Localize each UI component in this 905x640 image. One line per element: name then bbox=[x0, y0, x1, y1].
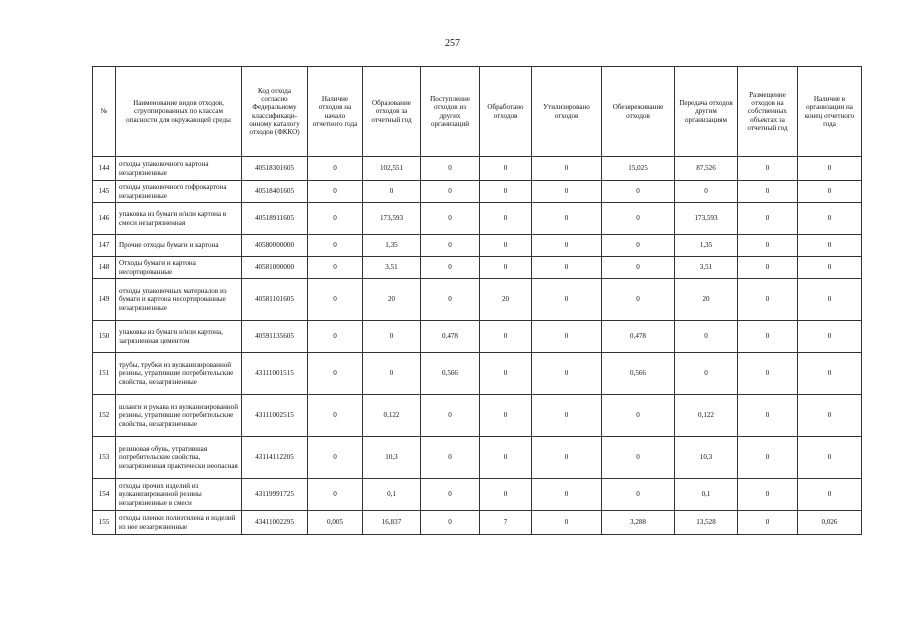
row-number: 147 bbox=[93, 235, 116, 257]
end-amount: 0 bbox=[798, 395, 862, 437]
transferred-amount: 0,122 bbox=[675, 395, 738, 437]
row-number: 151 bbox=[93, 353, 116, 395]
placed-amount: 0 bbox=[738, 203, 798, 235]
placed-amount: 0 bbox=[738, 353, 798, 395]
fkko-code: 40518911605 bbox=[242, 203, 308, 235]
fkko-code: 43111001515 bbox=[242, 353, 308, 395]
placed-amount: 0 bbox=[738, 181, 798, 203]
start-amount: 0 bbox=[308, 353, 363, 395]
placed-amount: 0 bbox=[738, 235, 798, 257]
formed-amount: 0 bbox=[363, 353, 421, 395]
row-number: 155 bbox=[93, 511, 116, 535]
formed-amount: 16,837 bbox=[363, 511, 421, 535]
utilized-amount: 0 bbox=[532, 181, 602, 203]
received-amount: 0,478 bbox=[421, 321, 480, 353]
neutralized-amount: 0 bbox=[602, 181, 675, 203]
waste-name: упаковка из бумаги и/или картона, загрязненная цементом bbox=[116, 321, 242, 353]
utilized-amount: 0 bbox=[532, 235, 602, 257]
waste-name: Прочие отходы бумаги и картона bbox=[116, 235, 242, 257]
header-transferred: Передача отходов другим организациям bbox=[675, 67, 738, 157]
processed-amount: 0 bbox=[480, 395, 532, 437]
page-number: 257 bbox=[445, 38, 460, 49]
end-amount: 0 bbox=[798, 181, 862, 203]
table-row bbox=[93, 437, 862, 479]
received-amount: 0 bbox=[421, 279, 480, 321]
neutralized-amount: 0 bbox=[602, 437, 675, 479]
fkko-code: 40581000000 bbox=[242, 257, 308, 279]
received-amount: 0 bbox=[421, 235, 480, 257]
placed-amount: 0 bbox=[738, 437, 798, 479]
received-amount: 0 bbox=[421, 479, 480, 511]
neutralized-amount: 0,566 bbox=[602, 353, 675, 395]
waste-name: Отходы бумаги и картона несортированные bbox=[116, 257, 242, 279]
header-end-amount: Наличие в организации на конец отчетного года bbox=[798, 67, 862, 157]
transferred-amount: 0 bbox=[675, 321, 738, 353]
fkko-code: 40591135605 bbox=[242, 321, 308, 353]
start-amount: 0 bbox=[308, 321, 363, 353]
waste-name: отходы прочих изделий из вулканизированной резины незагрязненные в смеси bbox=[116, 479, 242, 511]
neutralized-amount: 0,478 bbox=[602, 321, 675, 353]
received-amount: 0 bbox=[421, 203, 480, 235]
processed-amount: 0 bbox=[480, 479, 532, 511]
start-amount: 0 bbox=[308, 479, 363, 511]
placed-amount: 0 bbox=[738, 257, 798, 279]
end-amount: 0 bbox=[798, 437, 862, 479]
waste-name: трубы, трубки из вулканизированной резины, утратившие потребительские свойства, незагрязненные bbox=[116, 353, 242, 395]
row-number: 154 bbox=[93, 479, 116, 511]
table-row bbox=[93, 479, 862, 511]
table-row bbox=[93, 279, 862, 321]
start-amount: 0 bbox=[308, 203, 363, 235]
table-row bbox=[93, 157, 862, 181]
header-placed: Размещение отходов на собственных объектах за отчетный год bbox=[738, 67, 798, 157]
transferred-amount: 87,526 bbox=[675, 157, 738, 181]
table-row bbox=[93, 321, 862, 353]
table-row bbox=[93, 511, 862, 535]
placed-amount: 0 bbox=[738, 157, 798, 181]
table-row bbox=[93, 257, 862, 279]
received-amount: 0 bbox=[421, 511, 480, 535]
start-amount: 0 bbox=[308, 279, 363, 321]
neutralized-amount: 0 bbox=[602, 479, 675, 511]
header-utilized: Утилизировано отходов bbox=[532, 67, 602, 157]
end-amount: 0 bbox=[798, 279, 862, 321]
processed-amount: 0 bbox=[480, 257, 532, 279]
fkko-code: 40580000000 bbox=[242, 235, 308, 257]
formed-amount: 1,35 bbox=[363, 235, 421, 257]
formed-amount: 10,3 bbox=[363, 437, 421, 479]
neutralized-amount: 0 bbox=[602, 279, 675, 321]
processed-amount: 0 bbox=[480, 203, 532, 235]
waste-name: отходы упаковочных материалов из бумаги и картона несортированные незагрязненные bbox=[116, 279, 242, 321]
fkko-code: 43119991725 bbox=[242, 479, 308, 511]
row-number: 144 bbox=[93, 157, 116, 181]
end-amount: 0 bbox=[798, 321, 862, 353]
header-received: Поступление отходов из других организаций bbox=[421, 67, 480, 157]
fkko-code: 40518401605 bbox=[242, 181, 308, 203]
neutralized-amount: 0 bbox=[602, 203, 675, 235]
header-processed: Обработано отходов bbox=[480, 67, 532, 157]
processed-amount: 0 bbox=[480, 321, 532, 353]
end-amount: 0 bbox=[798, 479, 862, 511]
row-number: 148 bbox=[93, 257, 116, 279]
processed-amount: 0 bbox=[480, 157, 532, 181]
utilized-amount: 0 bbox=[532, 203, 602, 235]
waste-name: резиновая обувь, утратившая потребительские свойства, незагрязненная практически неопасная bbox=[116, 437, 242, 479]
transferred-amount: 173,593 bbox=[675, 203, 738, 235]
received-amount: 0 bbox=[421, 157, 480, 181]
end-amount: 0 bbox=[798, 157, 862, 181]
start-amount: 0,005 bbox=[308, 511, 363, 535]
start-amount: 0 bbox=[308, 157, 363, 181]
header-waste-name: Наименование видов отходов, сгруппированных по классам опасности для окружающей среды bbox=[116, 67, 242, 157]
waste-name: упаковка из бумаги и/или картона в смеси незагрязненная bbox=[116, 203, 242, 235]
received-amount: 0,566 bbox=[421, 353, 480, 395]
table-row bbox=[93, 395, 862, 437]
formed-amount: 102,551 bbox=[363, 157, 421, 181]
row-number: 145 bbox=[93, 181, 116, 203]
utilized-amount: 0 bbox=[532, 437, 602, 479]
fkko-code: 43411002295 bbox=[242, 511, 308, 535]
row-number: 146 bbox=[93, 203, 116, 235]
neutralized-amount: 3,288 bbox=[602, 511, 675, 535]
transferred-amount: 10,3 bbox=[675, 437, 738, 479]
processed-amount: 0 bbox=[480, 235, 532, 257]
processed-amount: 0 bbox=[480, 353, 532, 395]
waste-name: отходы упаковочного гофрокартона незагрязненные bbox=[116, 181, 242, 203]
transferred-amount: 1,35 bbox=[675, 235, 738, 257]
start-amount: 0 bbox=[308, 257, 363, 279]
neutralized-amount: 0 bbox=[602, 395, 675, 437]
transferred-amount: 13,528 bbox=[675, 511, 738, 535]
start-amount: 0 bbox=[308, 181, 363, 203]
utilized-amount: 0 bbox=[532, 395, 602, 437]
table-header-row bbox=[93, 67, 862, 157]
fkko-code: 40581101605 bbox=[242, 279, 308, 321]
transferred-amount: 0 bbox=[675, 181, 738, 203]
received-amount: 0 bbox=[421, 395, 480, 437]
table-row bbox=[93, 181, 862, 203]
neutralized-amount: 15,025 bbox=[602, 157, 675, 181]
utilized-amount: 0 bbox=[532, 321, 602, 353]
received-amount: 0 bbox=[421, 437, 480, 479]
neutralized-amount: 0 bbox=[602, 257, 675, 279]
row-number: 150 bbox=[93, 321, 116, 353]
transferred-amount: 0,1 bbox=[675, 479, 738, 511]
waste-name: отходы упаковочного картона незагрязненные bbox=[116, 157, 242, 181]
formed-amount: 0 bbox=[363, 321, 421, 353]
header-neutralized: Обезвреживание отходов bbox=[602, 67, 675, 157]
formed-amount: 0,122 bbox=[363, 395, 421, 437]
processed-amount: 7 bbox=[480, 511, 532, 535]
end-amount: 0 bbox=[798, 353, 862, 395]
transferred-amount: 0 bbox=[675, 353, 738, 395]
utilized-amount: 0 bbox=[532, 279, 602, 321]
end-amount: 0 bbox=[798, 235, 862, 257]
utilized-amount: 0 bbox=[532, 511, 602, 535]
processed-amount: 0 bbox=[480, 181, 532, 203]
formed-amount: 0 bbox=[363, 181, 421, 203]
formed-amount: 173,593 bbox=[363, 203, 421, 235]
table-row bbox=[93, 203, 862, 235]
processed-amount: 0 bbox=[480, 437, 532, 479]
end-amount: 0,026 bbox=[798, 511, 862, 535]
header-fkko-code: Код отхода согласно Федеральному классификаци-онному каталогу отходов (ФККО) bbox=[242, 67, 308, 157]
transferred-amount: 20 bbox=[675, 279, 738, 321]
row-number: 149 bbox=[93, 279, 116, 321]
waste-name: шланги и рукава из вулканизированной резины, утратившие потребительские свойства, незагрязненные bbox=[116, 395, 242, 437]
placed-amount: 0 bbox=[738, 321, 798, 353]
fkko-code: 43111002515 bbox=[242, 395, 308, 437]
formed-amount: 3,51 bbox=[363, 257, 421, 279]
formed-amount: 0,1 bbox=[363, 479, 421, 511]
received-amount: 0 bbox=[421, 257, 480, 279]
table-row bbox=[93, 235, 862, 257]
placed-amount: 0 bbox=[738, 511, 798, 535]
waste-name: отходы пленки полиэтилена и изделий из нее незагрязненные bbox=[116, 511, 242, 535]
header-start-amount: Наличие отходов на начало отчетного года bbox=[308, 67, 363, 157]
processed-amount: 20 bbox=[480, 279, 532, 321]
end-amount: 0 bbox=[798, 203, 862, 235]
utilized-amount: 0 bbox=[532, 479, 602, 511]
header-formed: Образование отходов за отчетный год bbox=[363, 67, 421, 157]
row-number: 152 bbox=[93, 395, 116, 437]
transferred-amount: 3,51 bbox=[675, 257, 738, 279]
fkko-code: 43114112205 bbox=[242, 437, 308, 479]
formed-amount: 20 bbox=[363, 279, 421, 321]
table-row bbox=[93, 353, 862, 395]
neutralized-amount: 0 bbox=[602, 235, 675, 257]
table-body bbox=[93, 157, 862, 535]
header-number: № bbox=[93, 67, 116, 157]
end-amount: 0 bbox=[798, 257, 862, 279]
fkko-code: 40518301605 bbox=[242, 157, 308, 181]
utilized-amount: 0 bbox=[532, 157, 602, 181]
start-amount: 0 bbox=[308, 395, 363, 437]
utilized-amount: 0 bbox=[532, 257, 602, 279]
waste-table bbox=[92, 66, 862, 535]
row-number: 153 bbox=[93, 437, 116, 479]
utilized-amount: 0 bbox=[532, 353, 602, 395]
start-amount: 0 bbox=[308, 437, 363, 479]
placed-amount: 0 bbox=[738, 395, 798, 437]
placed-amount: 0 bbox=[738, 479, 798, 511]
placed-amount: 0 bbox=[738, 279, 798, 321]
start-amount: 0 bbox=[308, 235, 363, 257]
received-amount: 0 bbox=[421, 181, 480, 203]
